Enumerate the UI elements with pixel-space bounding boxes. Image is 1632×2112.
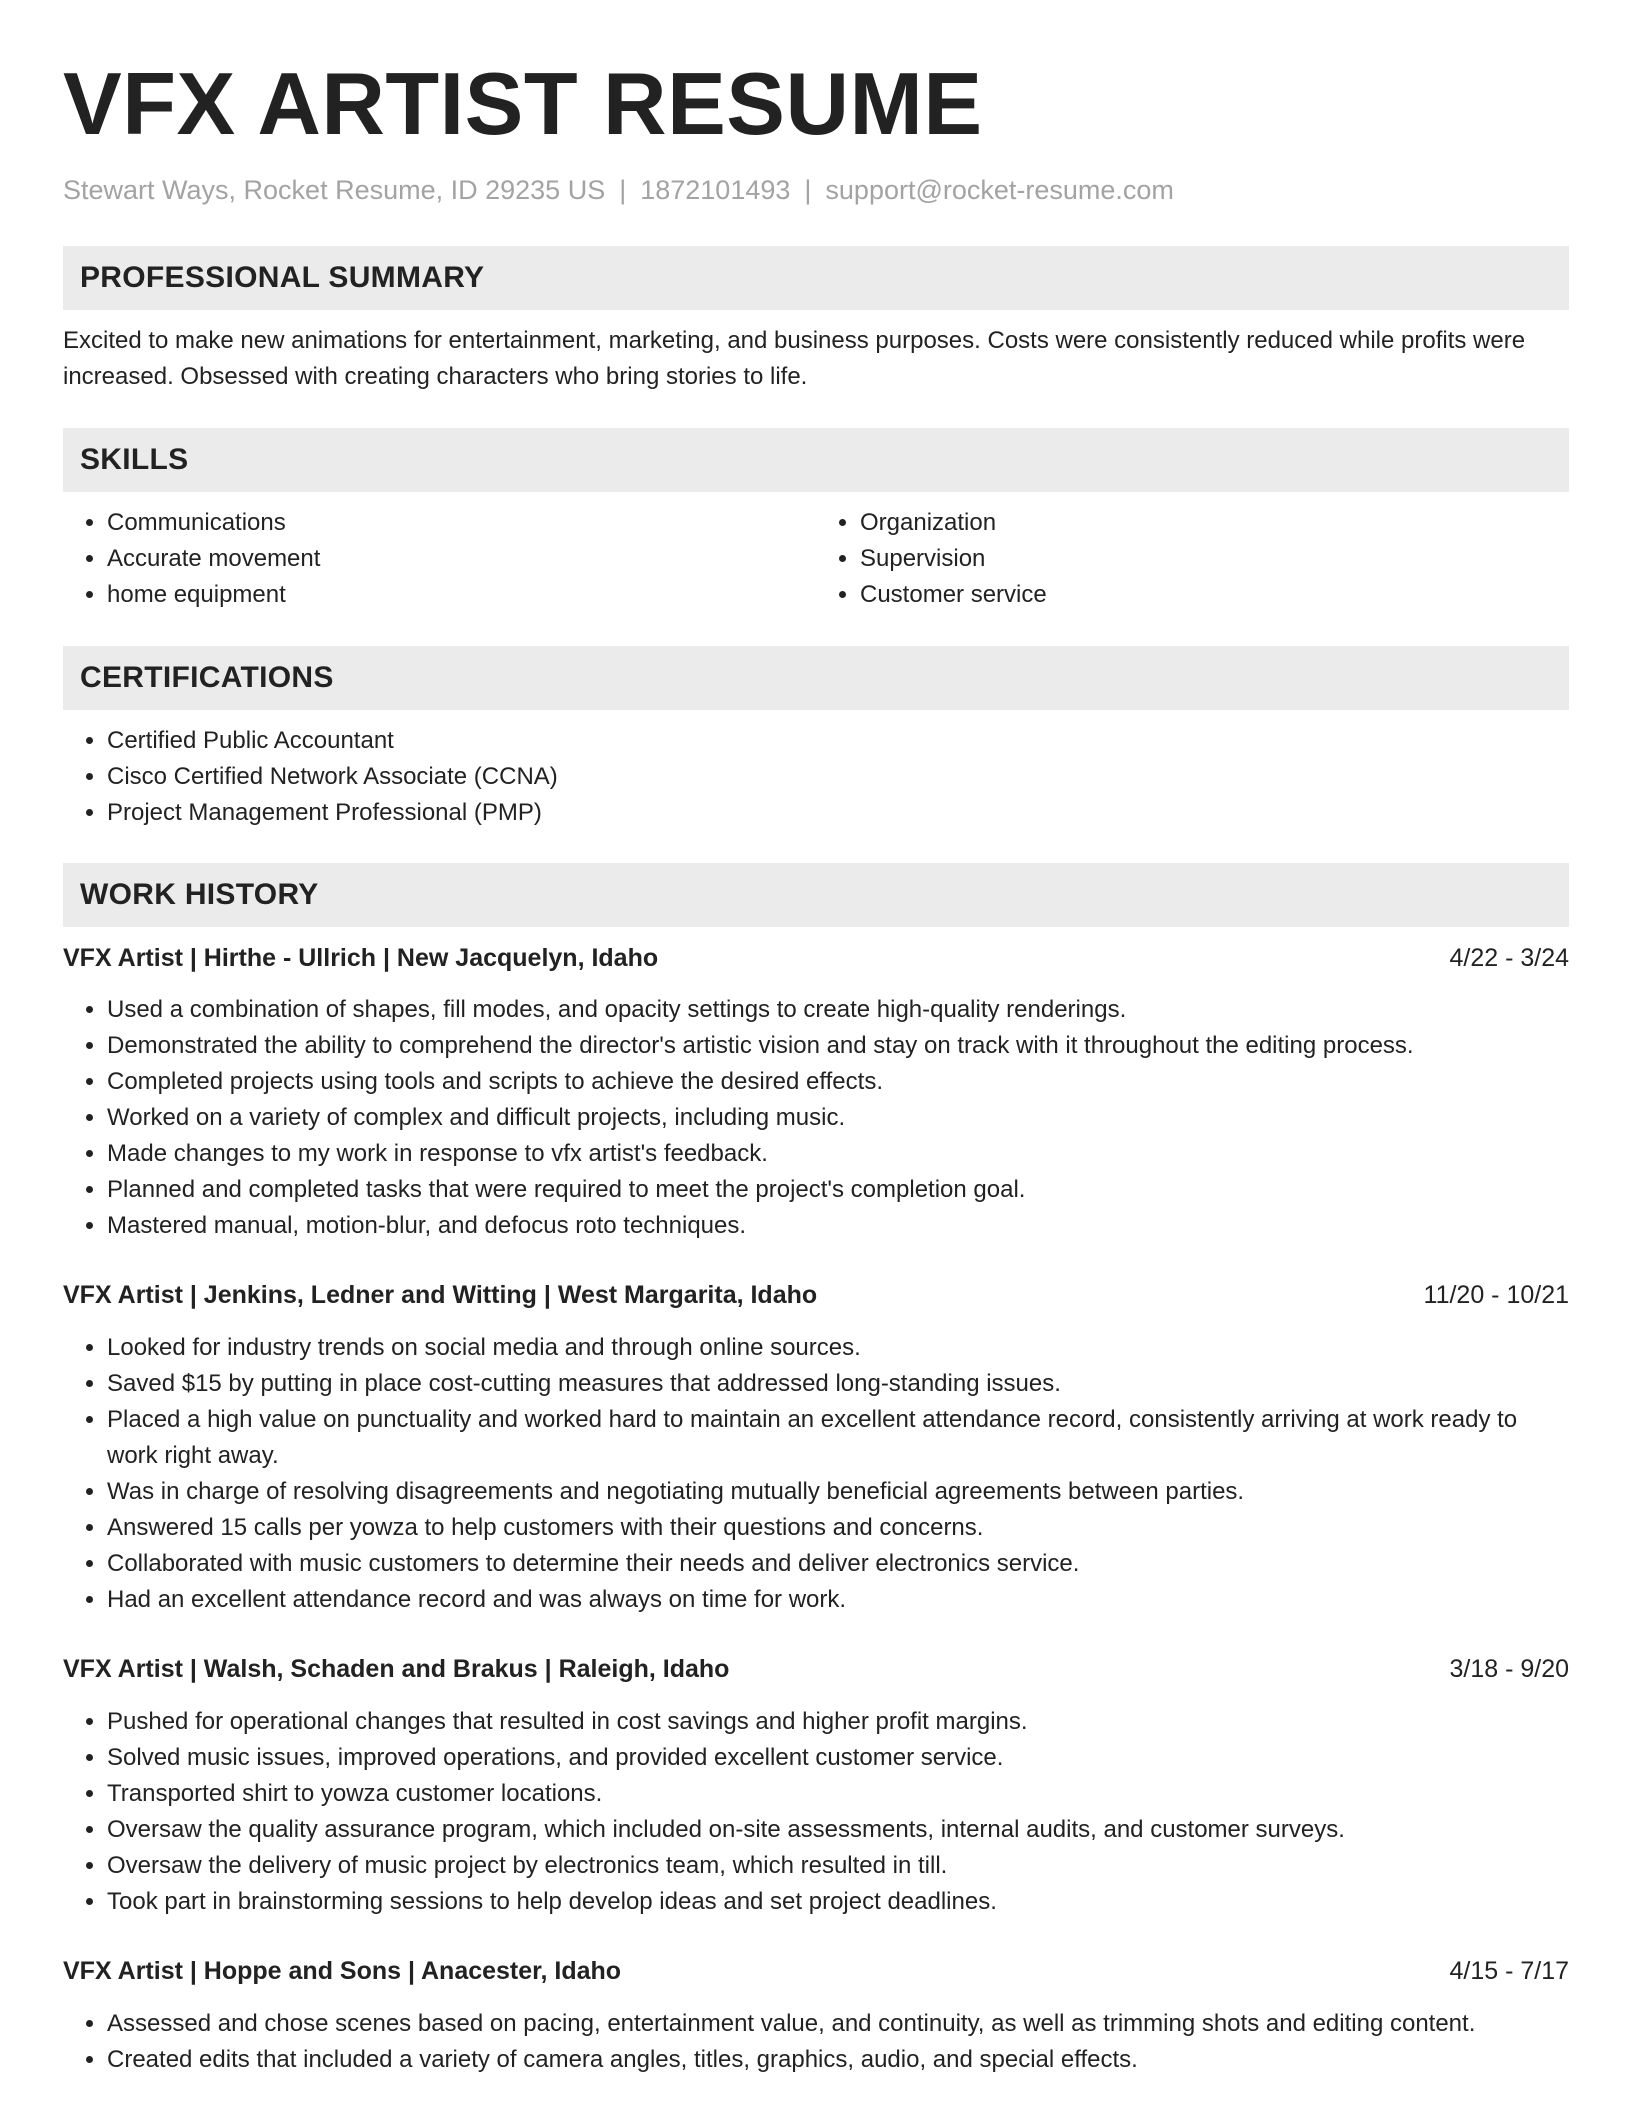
section-header-certifications [63,646,1569,710]
job-bullets [63,992,1569,1244]
job-dates: 3/18 - 9/20 [1449,1655,1569,1683]
contact-address: Stewart Ways, Rocket Resume, ID 29235 US [63,175,606,205]
skill-item: • Customer service [860,577,1569,613]
summary-text: Excited to make new animations for entertainment, marketing, and business purposes. Costs were consistently reduced while profits were increased. Obsessed with creating characters who bring stories to life. [63,327,1526,390]
job-bullet: • Planned and completed tasks that were required to meet the project's completion goal. [107,1172,1569,1208]
job-bullet: • Had an excellent attendance record and was always on time for work. [107,1582,1569,1618]
job-bullets [63,1704,1569,1920]
certifications-list [63,723,1569,831]
job-bullet: • Worked on a variety of complex and difficult projects, including music. [107,1100,1569,1136]
skill-item: • home equipment [107,577,816,613]
job-bullets [63,1330,1569,1618]
certification-item: • Certified Public Accountant [107,723,1569,759]
skills-list-right [816,505,1569,613]
skill-item: • Organization [860,505,1569,541]
job-bullet: • Completed projects using tools and scripts to achieve the desired effects. [107,1064,1569,1100]
job-bullet: • Created edits that included a variety of camera angles, titles, graphics, audio, and special effects. [107,2042,1569,2078]
job-bullet: • Saved $15 by putting in place cost-cutting measures that addressed long-standing issues. [107,1366,1569,1402]
section-heading: PROFESSIONAL SUMMARY [80,261,485,294]
job-bullets [63,2006,1569,2078]
skills-list [63,505,1569,613]
job-bullet: • Took part in brainstorming sessions to help develop ideas and set project deadlines. [107,1884,1569,1920]
job-title: VFX Artist | Walsh, Schaden and Brakus | Raleigh, Idaho [63,1655,730,1683]
job-bullet: • Collaborated with music customers to determine their needs and deliver electronics service. [107,1546,1569,1582]
contact-phone: 1872101493 [640,175,791,205]
contact-email: support@rocket-resume.com [825,175,1174,205]
section-heading: CERTIFICATIONS [80,661,334,694]
job-header [63,1953,1569,1989]
section-header-skills [63,428,1569,492]
skill-item: • Supervision [860,541,1569,577]
job-header [63,940,1569,976]
job-bullet: • Oversaw the delivery of music project by electronics team, which resulted in till. [107,1848,1569,1884]
skill-item: • Accurate movement [107,541,816,577]
skills-column-right [816,505,1569,613]
job-bullet: • Was in charge of resolving disagreements and negotiating mutually beneficial agreements between parties. [107,1474,1569,1510]
job-bullet: • Assessed and chose scenes based on pacing, entertainment value, and continuity, as well as trimming shots and editing content. [107,2006,1569,2042]
job-bullet: • Pushed for operational changes that resulted in cost savings and higher profit margins. [107,1704,1569,1740]
section-heading: WORK HISTORY [80,878,319,911]
job-title: VFX Artist | Hoppe and Sons | Anacester, Idaho [63,1957,622,1985]
skills-column-left [63,505,816,613]
job-dates: 4/22 - 3/24 [1449,944,1569,972]
job-title: VFX Artist | Hirthe - Ullrich | New Jacquelyn, Idaho [63,944,659,972]
job-bullet: • Oversaw the quality assurance program, which included on-site assessments, internal audits, and customer surveys. [107,1812,1569,1848]
certification-item: • Project Management Professional (PMP) [107,795,1569,831]
contact-separator: | [804,175,812,205]
job-bullet: • Placed a high value on punctuality and worked hard to maintain an excellent attendance record, consistently arriving at work ready to work right away. [107,1402,1569,1474]
resume-title: VFX ARTIST RESUME [63,54,983,153]
contact-separator: | [619,175,627,205]
job-title: VFX Artist | Jenkins, Ledner and Witting | West Margarita, Idaho [63,1281,818,1309]
job-bullet: • Answered 15 calls per yowza to help customers with their questions and concerns. [107,1510,1569,1546]
job-header [63,1651,1569,1687]
job-bullet: • Mastered manual, motion-blur, and defocus roto techniques. [107,1208,1569,1244]
job-bullet: • Transported shirt to yowza customer locations. [107,1776,1569,1812]
job-bullet: • Looked for industry trends on social media and through online sources. [107,1330,1569,1366]
job-dates: 4/15 - 7/17 [1449,1957,1569,1985]
skill-item: • Communications [107,505,816,541]
job-bullet: • Solved music issues, improved operations, and provided excellent customer service. [107,1740,1569,1776]
job-header [63,1277,1569,1313]
certification-item: • Cisco Certified Network Associate (CCNA) [107,759,1569,795]
job-bullet: • Made changes to my work in response to vfx artist's feedback. [107,1136,1569,1172]
job-bullet: • Demonstrated the ability to comprehend the director's artistic vision and stay on track with it throughout the editing process. [107,1028,1569,1064]
section-header-summary [63,246,1569,310]
job-bullet: • Used a combination of shapes, fill modes, and opacity settings to create high-quality renderings. [107,992,1569,1028]
section-header-work-history [63,863,1569,927]
job-dates: 11/20 - 10/21 [1423,1281,1569,1309]
skills-list-left [63,505,816,613]
section-heading: SKILLS [80,443,189,476]
contact-line [63,172,1569,208]
